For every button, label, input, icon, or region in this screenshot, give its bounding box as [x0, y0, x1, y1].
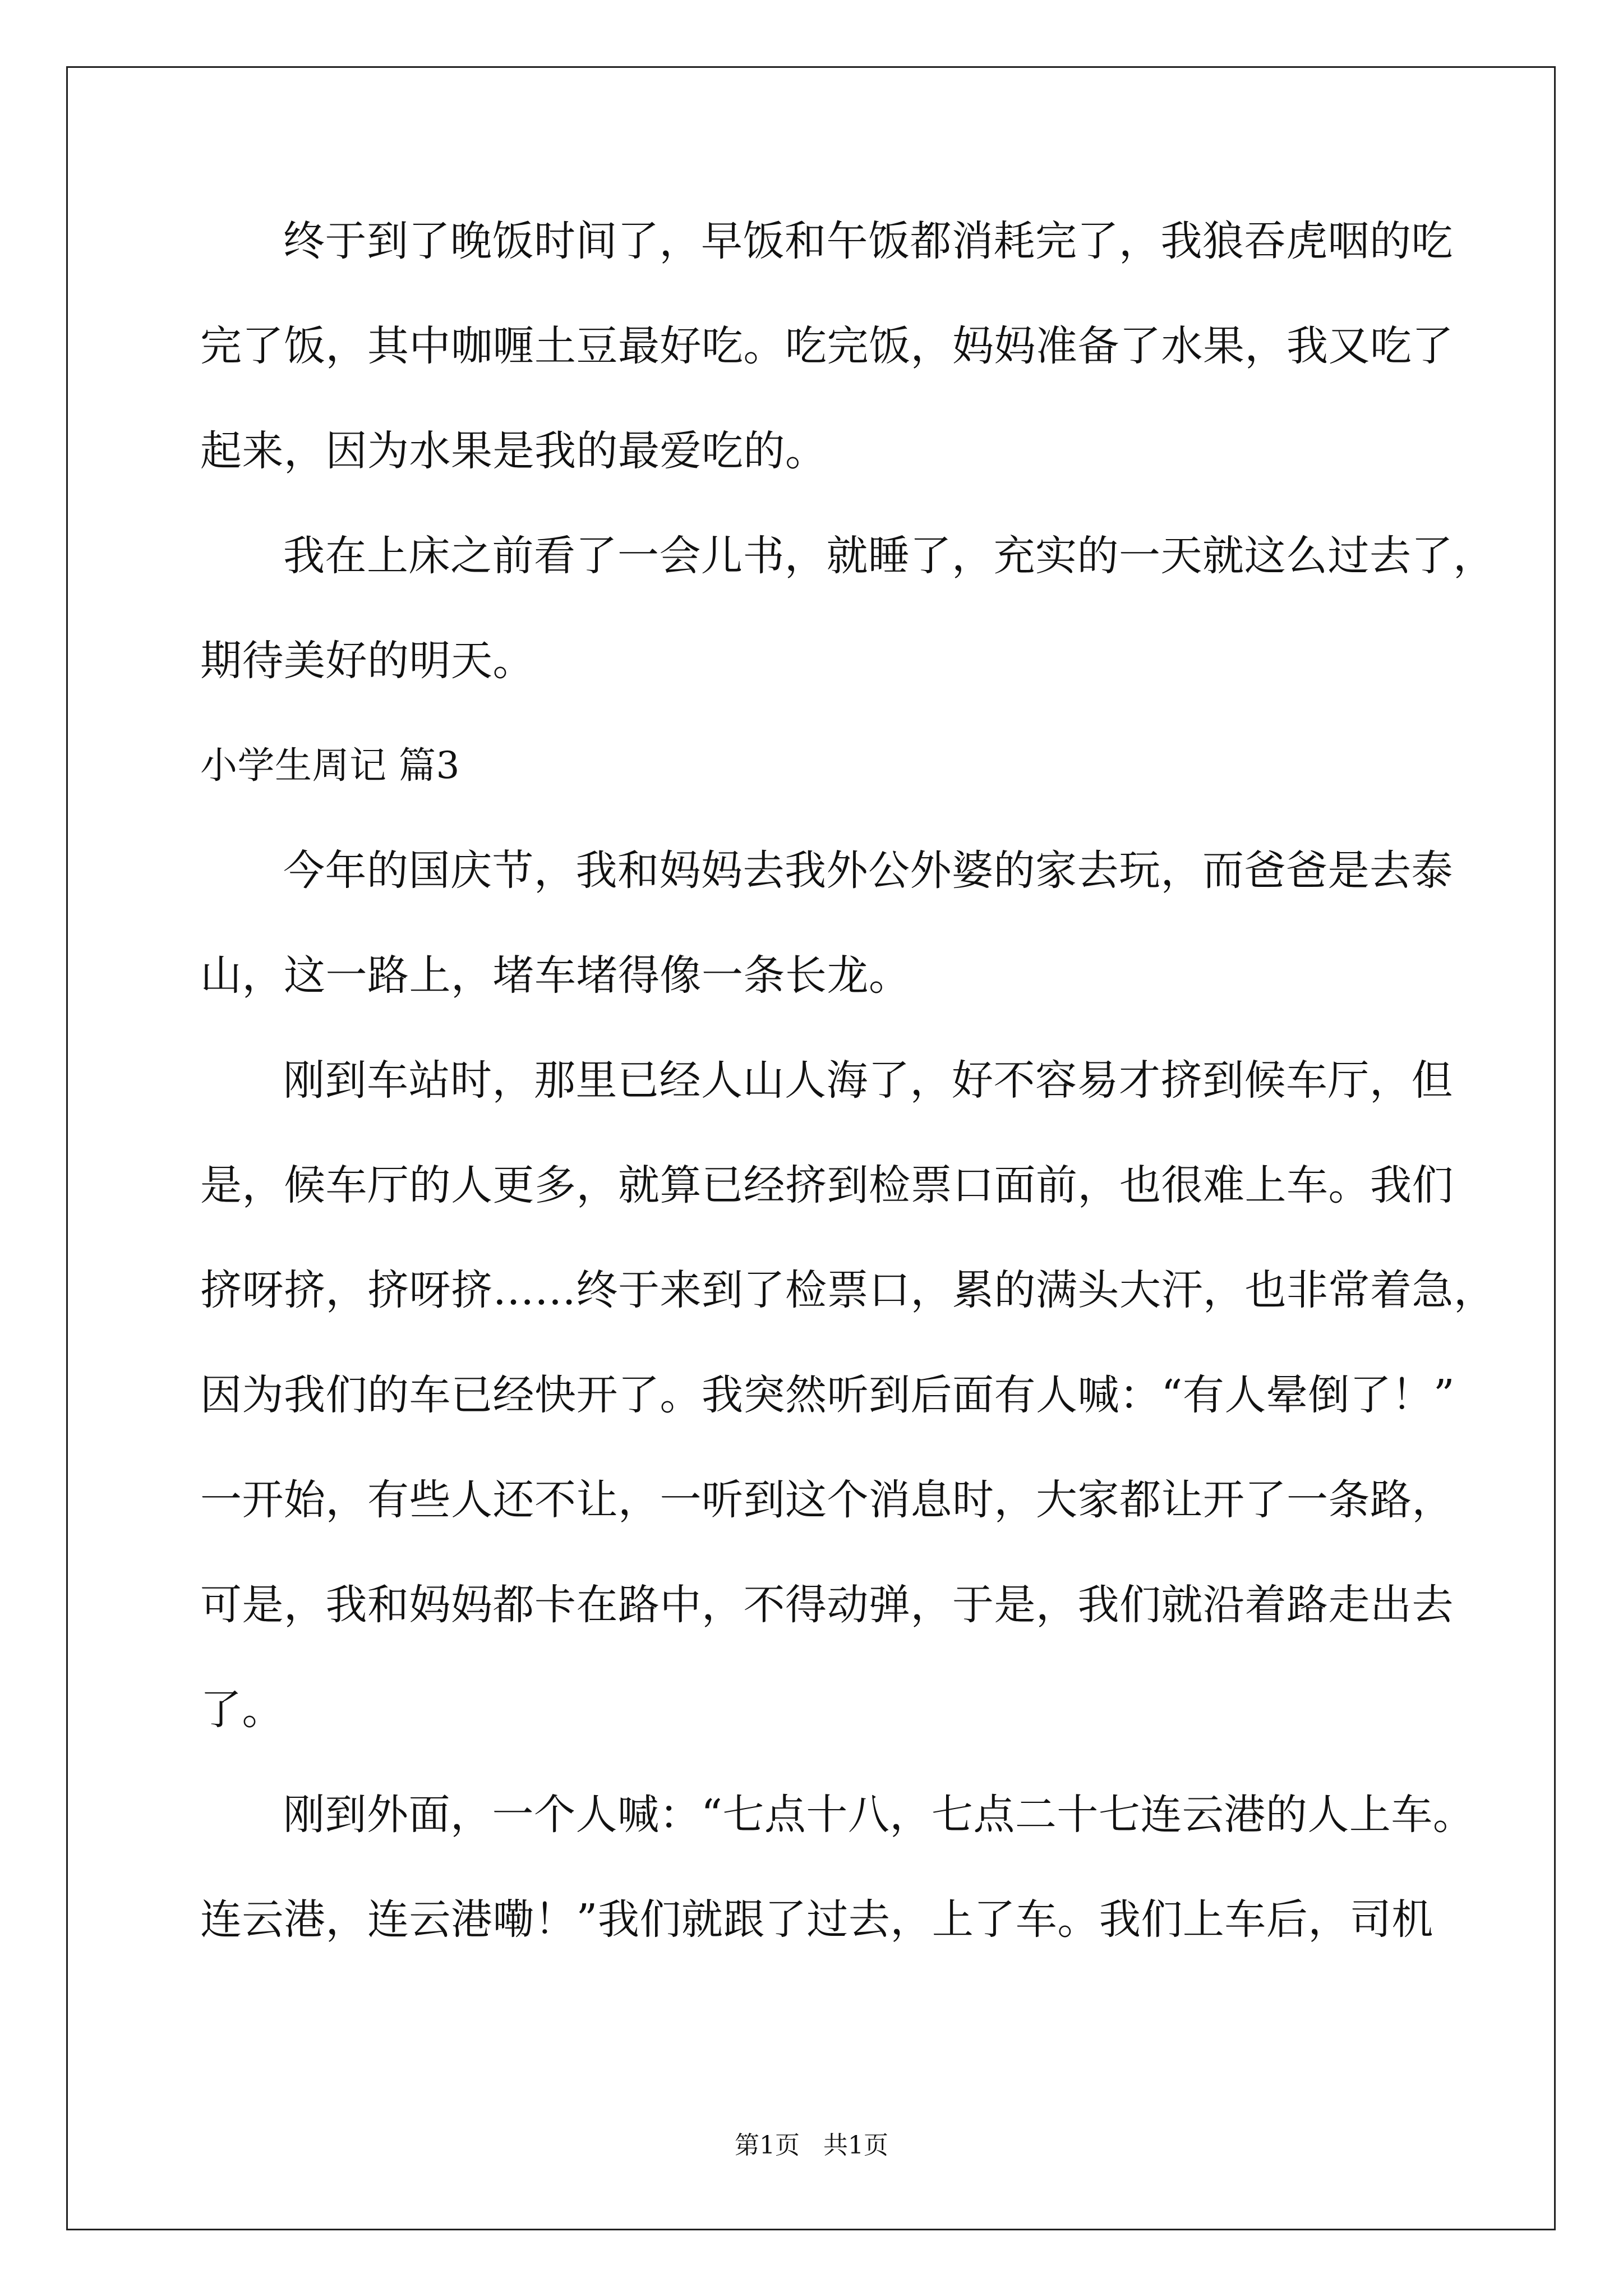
paragraph-line: 期待美好的明天。	[200, 637, 534, 685]
paragraph-line: 了。	[200, 1686, 284, 1734]
paragraph-line: 完了饭，其中咖喱土豆最好吃。吃完饭，妈妈准备了水果，我又吃了	[200, 322, 1454, 370]
paragraph-line: 可是，我和妈妈都卡在路中，不得动弹，于是，我们就沿着路走出去	[200, 1581, 1454, 1629]
page-footer	[0, 2129, 1623, 2162]
paragraph-line: 我在上床之前看了一会儿书，就睡了，充实的一天就这么过去了，	[283, 532, 1495, 580]
section-heading: 小学生周记 篇3	[200, 744, 460, 787]
paragraph-line: 挤呀挤，挤呀挤……终于来到了检票口，累的满头大汗，也非常着急，	[200, 1266, 1496, 1314]
paragraph-line: 山，这一路上，堵车堵得像一条长龙。	[200, 951, 911, 1000]
paragraph-line: 刚到外面，一个人喊：“七点十八，七点二十七连云港的人上车。	[283, 1791, 1475, 1839]
page-total: 共1页	[823, 2131, 888, 2160]
paragraph-line: 是，候车厅的人更多，就算已经挤到检票口面前，也很难上车。我们	[200, 1161, 1454, 1209]
paragraph-line: 一开始，有些人还不让，一听到这个消息时，大家都让开了一条路，	[200, 1476, 1454, 1524]
paragraph-line: 刚到车站时，那里已经人山人海了，好不容易才挤到候车厅，但	[283, 1056, 1453, 1105]
paragraph-line: 因为我们的车已经快开了。我突然听到后面有人喊：“有人晕倒了！”	[200, 1371, 1455, 1419]
paragraph-line: 起来，因为水果是我的最爱吃的。	[200, 427, 827, 475]
paragraph-line: 连云港，连云港嘞！”我们就跟了过去，上了车。我们上车后，司机	[200, 1895, 1433, 1944]
paragraph-line: 今年的国庆节，我和妈妈去我外公外婆的家去玩，而爸爸是去泰	[283, 846, 1453, 895]
paragraph-line: 终于到了晚饭时间了，早饭和午饭都消耗完了，我狼吞虎咽的吃	[283, 217, 1453, 265]
page-number: 第1页	[735, 2131, 800, 2160]
